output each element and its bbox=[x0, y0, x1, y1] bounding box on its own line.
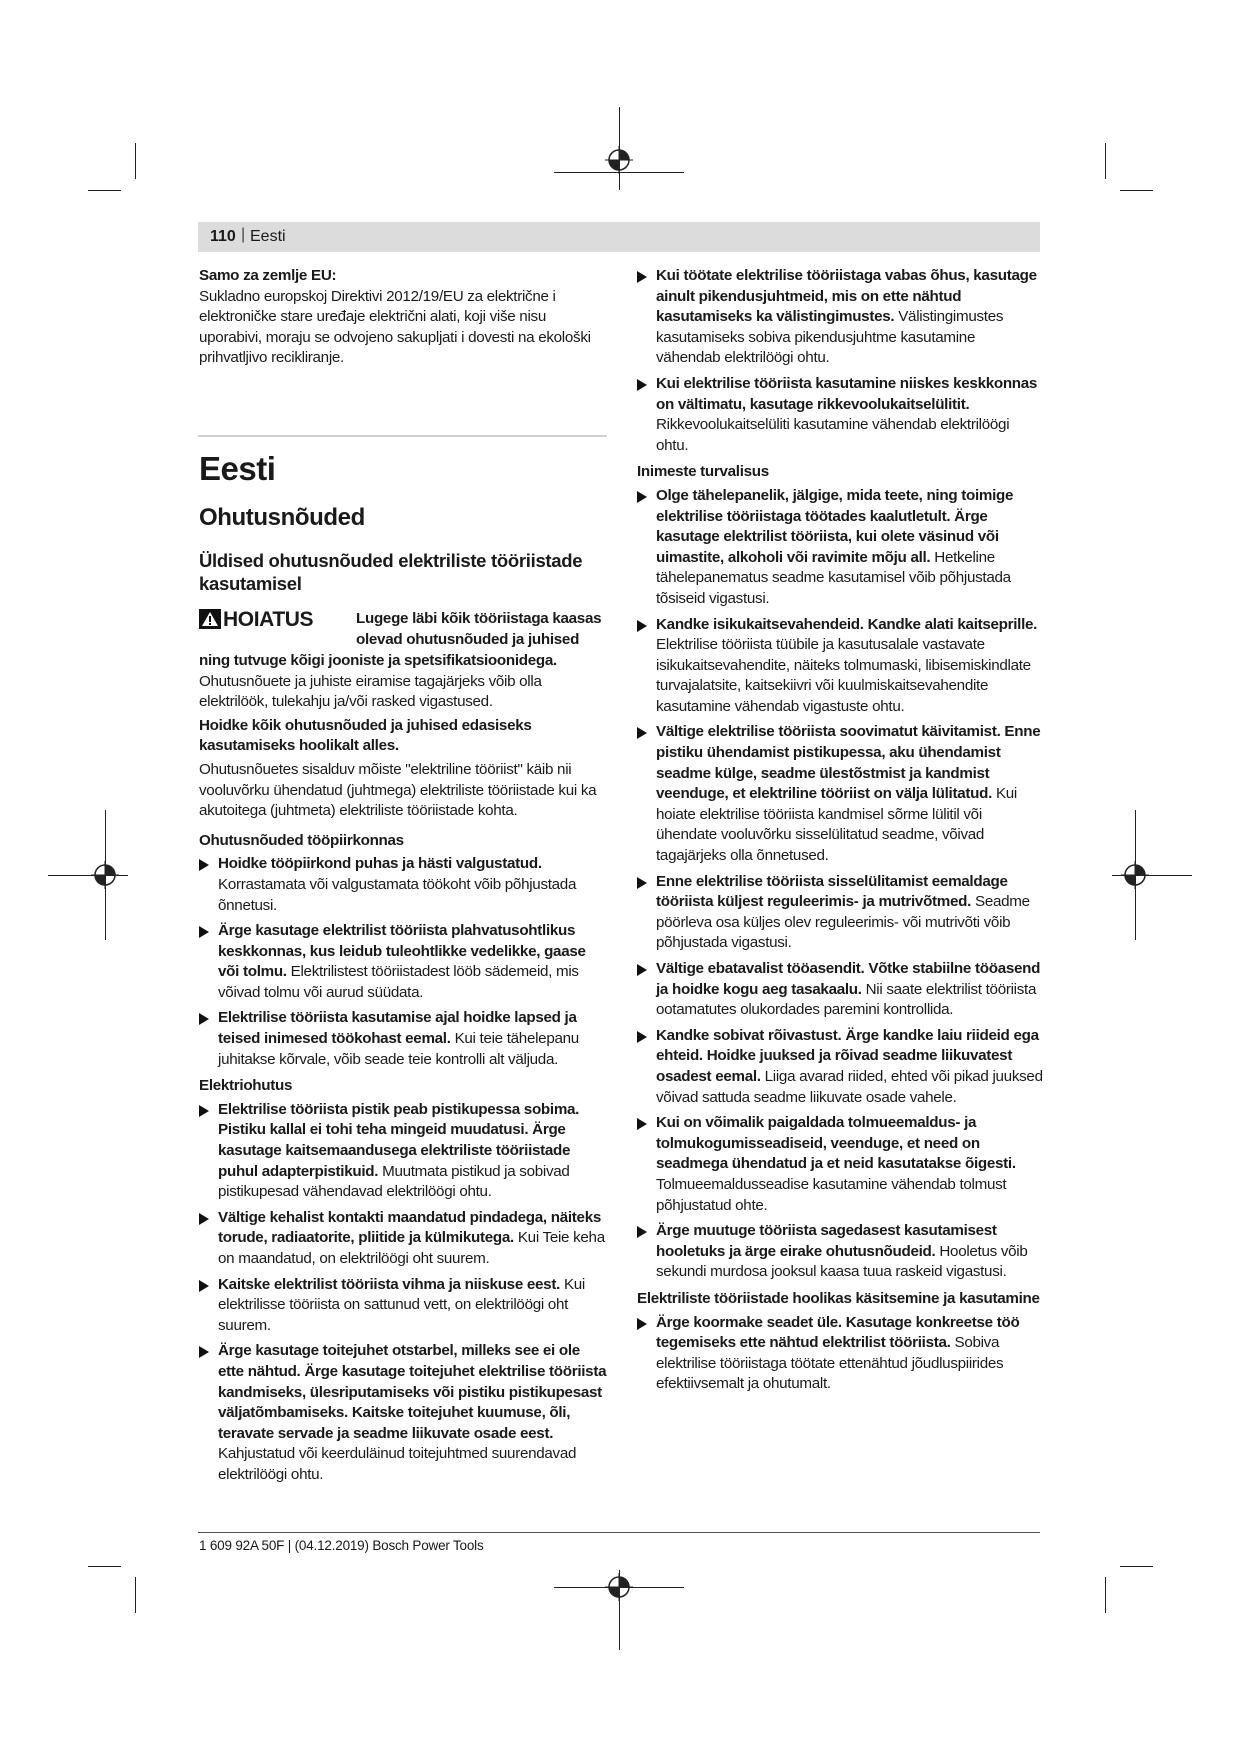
general-safety-title: Üldised ohutusnõuded elektriliste tööriistade kasutamisel bbox=[199, 549, 583, 594]
list-item: Kui töötate elektrilise tööriistaga vabas õhus, kasutage ainult pikendusjuhtmeid, mis on ette nähtud kasutamiseks ka välistingimustes. Välistingimustes kasutamiseks sobiva pikendusjuhtme kasutamine vähendab elektrilöögi ohtu. bbox=[637, 266, 1043, 369]
bullet-triangle-icon bbox=[199, 926, 209, 938]
registration-target-icon bbox=[605, 146, 633, 174]
bullet-triangle-icon bbox=[637, 491, 647, 503]
footer-divider bbox=[198, 1532, 1040, 1533]
warning-consequence: Ohutusnõuete ja juhiste eiramise tagajärjeks võib olla elektrilöök, tulekahju ja/või rasked vigastused. bbox=[199, 672, 542, 711]
warning-keep-instructions: Hoidke kõik ohutusnõuded ja juhised edasiseks kasutamiseks hoolikalt alles. bbox=[199, 716, 532, 755]
registration-target-icon bbox=[91, 861, 119, 889]
crop-mark bbox=[1120, 1566, 1153, 1567]
list-item: Olge tähelepanelik, jälgige, mida teete, ning toimige elektrilise tööriistaga töötades kaalutletult. Ärge kasutage elektrilist tööriista, kui olete väsinud või uimastite, alkoholi või ravimite mõju all. Hetkeline tähelepanematus seadme kasutamisel võib põhjustada tõsiseid vigastusi. bbox=[637, 486, 1043, 610]
list-item: Elektrilise tööriista pistik peab pistikupessa sobima. Pistiku kallal ei tohi teha mingeid muudatusi. Ärge kasutage kaitsemaandusega elektriliste tööriistade puhul adapterpistikuid. Muutmata pistikud ja sobivad pistikupesad vähendavad elektrilöögi ohtu. bbox=[199, 1100, 607, 1203]
warning-triangle-icon bbox=[199, 609, 221, 629]
bullet-triangle-icon bbox=[637, 1318, 647, 1330]
list-item: Elektrilise tööriista kasutamise ajal hoidke lapsed ja teised inimesed töökohast eemal. Kui teie tähelepanu juhitakse kõrvale, võib seade teie kontrolli alt väljuda. bbox=[199, 1008, 607, 1070]
electrical-heading: Elektriohutus bbox=[199, 1077, 293, 1095]
list-item: Kui elektrilise tööriista kasutamine niiskes keskkonnas on vältimatu, kasutage rikkevoolukaitselülitit. Rikkevoolukaitselüliti kasutamine vähendab elektrilöögi ohtu. bbox=[637, 374, 1043, 456]
personal-safety-heading: Inimeste turvalisus bbox=[637, 463, 769, 481]
registration-target-icon bbox=[1121, 861, 1149, 889]
crop-mark bbox=[135, 1577, 136, 1613]
section-title: Eesti bbox=[199, 449, 276, 487]
list-item: Hoidke tööpiirkond puhas ja hästi valgustatud. Korrastamata või valgustamata töökoht võib põhjustada õnnetusi. bbox=[199, 854, 607, 916]
eu-notice-text: Sukladno europskoj Direktivi 2012/19/EU za električne i elektroničke stare uređaje električni alati, koji više nisu uporabivi, moraju se odvojeno sakupljati i dovesti na ekološki prihvatljivo recikliranje. bbox=[199, 287, 591, 367]
warning-intro-continuation: ning tutvuge kõigi jooniste ja spetsifikatsioonidega. bbox=[199, 651, 557, 669]
work-area-heading: Ohutusnõuded tööpiirkonnas bbox=[199, 831, 404, 849]
page-header bbox=[198, 222, 1040, 252]
crop-mark bbox=[88, 1566, 121, 1567]
safety-title: Ohutusnõuded bbox=[199, 503, 365, 531]
eu-notice-heading: Samo za zemlje EU: bbox=[199, 267, 337, 284]
section-divider bbox=[198, 435, 607, 437]
registration-target-icon bbox=[605, 1573, 633, 1601]
list-item: Vältige kehalist kontakti maandatud pindadega, näiteks torude, radiaatorite, pliitide ja külmikutega. Kui Teie keha on maandatud, on elektrilöögi oht suurem. bbox=[199, 1208, 607, 1270]
list-item: Kandke sobivat rõivastust. Ärge kandke laiu riideid ega ehteid. Hoidke juuksed ja rõivad seadme liikuvatest osadest eemal. Liiga avarad riided, ehted või pikad juuksed võivad sattuda seadme liikuvate osade vahele. bbox=[637, 1026, 1043, 1108]
bullet-triangle-icon bbox=[637, 1031, 647, 1043]
bullet-triangle-icon bbox=[199, 859, 209, 871]
crop-mark bbox=[1120, 190, 1153, 191]
left-column bbox=[199, 266, 607, 1491]
footer-text: 1 609 92A 50F | (04.12.2019) Bosch Power Tools bbox=[199, 1538, 484, 1553]
bullet-triangle-icon bbox=[637, 379, 647, 391]
bullet-triangle-icon bbox=[637, 727, 647, 739]
header-separator: | bbox=[241, 226, 246, 243]
bullet-triangle-icon bbox=[199, 1105, 209, 1117]
crop-mark bbox=[135, 143, 136, 179]
list-item: Kandke isikukaitsevahendeid. Kandke alati kaitseprille. Elektrilise tööriista tüübile ja kasutusalale vastavate isikukaitsevahendite, näiteks tolmumaski, libisemiskindlate turvajalatsite, kaitsekiivri või kuulmiskaitsevahendite kasutamine vähendab vigastuste ohtu. bbox=[637, 615, 1043, 718]
crop-mark bbox=[1105, 143, 1106, 179]
bullet-triangle-icon bbox=[637, 1226, 647, 1238]
crop-mark bbox=[88, 190, 121, 191]
bullet-triangle-icon bbox=[199, 1280, 209, 1292]
warning-intro: Lugege läbi kõik tööriistaga kaasas olevad ohutusnõuded ja juhised bbox=[356, 609, 602, 648]
header-language: Eesti bbox=[250, 228, 286, 245]
bullet-triangle-icon bbox=[637, 877, 647, 889]
list-item: Ärge koormake seadet üle. Kasutage konkreetse töö tegemiseks ette nähtud elektrilist tööriista. Sobiva elektrilise tööriistaga töötate ettenähtud jõudluspiirides efektiivsemalt ja ohutumalt. bbox=[637, 1313, 1043, 1395]
term-definition: Ohutusnõuetes sisalduv mõiste "elektriline tööriist" käib nii vooluvõrku ühendatud (juhtmega) elektriliste tööriistade kui ka akutoitega (juhtmeta) elektriliste tööriistade kohta. bbox=[199, 760, 597, 820]
list-item: Kaitske elektrilist tööriista vihma ja niiskuse eest. Kui elektrilisse tööriista on sattunud vett, on elektrilöögi oht suurem. bbox=[199, 1275, 607, 1337]
page-number: 110 bbox=[210, 228, 236, 245]
bullet-triangle-icon bbox=[637, 620, 647, 632]
bullet-triangle-icon bbox=[199, 1213, 209, 1225]
crop-mark bbox=[1105, 1577, 1106, 1613]
list-item: Vältige elektrilise tööriista soovimatut käivitamist. Enne pistiku ühendamist pistikupessa, aku ühendamist seadme külge, seadme ülestõstmist ja kandmist veenduge, et elektriline tööriist on välja lülitatud. Kui hoiate elektrilise tööriista kandmisel sõrme lülitil või ühendate vooluvõrku sisselülitatud seadme, võivad tagajärjeks olla õnnetused. bbox=[637, 722, 1043, 866]
handling-heading: Elektriliste tööriistade hoolikas käsitsemine ja kasutamine bbox=[637, 1289, 1040, 1307]
bullet-triangle-icon bbox=[637, 964, 647, 976]
list-item: Ärge kasutage toitejuhet otstarbel, milleks see ei ole ette nähtud. Ärge kasutage toitejuhet elektrilise tööriista kandmiseks, ülesriputamiseks või pistiku pistikupesast väljatõmbamiseks. Kaitske toitejuhet kuumuse, õli, teravate servade ja seadme liikuvate osade eest. Kahjustatud või keerduläinud toitejuhtmed suurendavad elektrilöögi ohtu. bbox=[199, 1341, 607, 1485]
list-item: Kui on võimalik paigaldada tolmueemaldus- ja tolmukogumisseadiseid, veenduge, et need on seadmega ühendatud ja et neid kasutatakse õigesti. Tolmueemaldusseadise kasutamine vähendab tolmust põhjustatud ohte. bbox=[637, 1113, 1043, 1216]
bullet-triangle-icon bbox=[199, 1013, 209, 1025]
right-column bbox=[637, 266, 1043, 1400]
bullet-triangle-icon bbox=[637, 271, 647, 283]
warning-label: HOIATUS bbox=[223, 607, 314, 631]
list-item: Vältige ebatavalist tööasendit. Võtke stabiilne tööasend ja hoidke kogu aeg tasakaalu. Nii saate elektrilist tööriista ootamatutes olukordades paremini kontrollida. bbox=[637, 959, 1043, 1021]
list-item: Ärge muutuge tööriista sagedasest kasutamisest hooletuks ja ärge eirake ohutusnõudeid. Hooletus võib sekundi murdosa jooksul kaasa tuua raskeid vigastusi. bbox=[637, 1221, 1043, 1283]
list-item: Enne elektrilise tööriista sisselülitamist eemaldage tööriista küljest reguleerimis- ja mutrivõtmed. Seadme pöörleva osa küljes olev reguleerimis- või mutrivõti võib põhjustada vigastusi. bbox=[637, 872, 1043, 954]
list-item: Ärge kasutage elektrilist tööriista plahvatusohtlikus keskkonnas, kus leidub tuleohtlikke vedelikke, gaase või tolmu. Elektrilistest tööriistadest lööb sädemeid, mis võivad tolmu või aurud süüdata. bbox=[199, 921, 607, 1003]
warning-block bbox=[199, 609, 607, 651]
warning-badge bbox=[199, 609, 313, 631]
bullet-triangle-icon bbox=[199, 1346, 209, 1358]
bullet-triangle-icon bbox=[637, 1118, 647, 1130]
